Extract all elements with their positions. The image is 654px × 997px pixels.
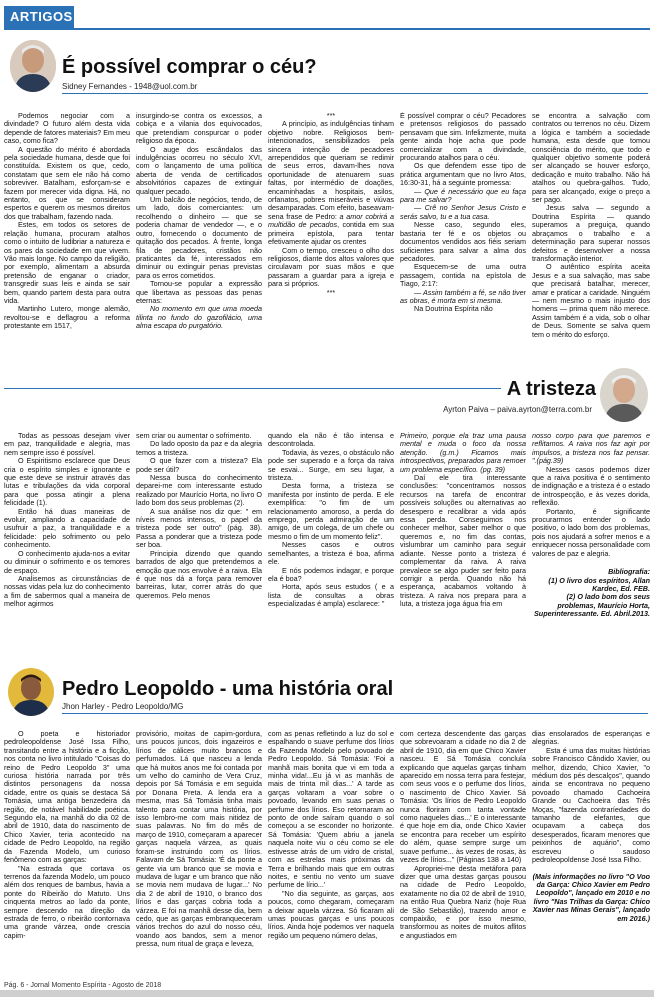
quote: — Crê no Senhor Jesus Cristo e serás salvo, tu e a tua casa. xyxy=(400,203,526,221)
paragraph: Todavia, às vezes, o obstáculo não pode ser superado e a força da raiva se esvai... Surge, em seu lugar, a tristeza. xyxy=(268,447,394,483)
section-rule xyxy=(4,28,650,30)
bibliography-heading: Bibliografia: xyxy=(608,567,650,577)
paragraph: Esta é uma das muitas histórias sobre Francisco Cândido Xavier, ou melhor, dizendo, Chico Xavier, "o médium dos pés descalços", quando ainda se encontrava no pequeno povoado chamado Cachoeira Grande ou Cachoeira das Três Moças, "fazenda contraríedades do tamanho de elefantes, que ocupavam a cabeça dos desesperados, ficaram menores que peixinhos de aquário", como escreveu o saudoso pedroleopoldense José Issa Filho. xyxy=(532,745,650,865)
quote: Primeiro, porque ela traz uma pausa mental e muda o foco da nossa atenção. (g.m.) Ficamos mais introspectivos, preparados para remoer um problema específico. (pg. 39) xyxy=(400,432,526,474)
paragraph: O auge dos escândalos das indulgências ocorreu no século XVI, com o lançamento de uma política aberta de venda de certificados absolvitórios capazes de extinguir qualquer pecado. xyxy=(136,144,262,196)
paragraph: Principia dizendo que quando barrados de algo que pretendemos a emoção que nos envolve é a raiva. Ela é que nos dá a força para remover barreiras, lutar, correr atrás do que queremos. Pelo menos xyxy=(136,548,262,600)
quote: No momento em que uma moeda tilinta no fundo do gazofilácio, uma alma escapa do purgatório. xyxy=(136,304,262,331)
paragraph: Nessa busca do conhecimento deparei-me com interessante estudo realizado por Maurício Horta, no livro O lado bom dos seus problemas (2). xyxy=(136,473,262,508)
paragraph: A questão do mérito é abordada pela sociedade humana, desde que foi constituída. Existem os que, cedo, constatam que sem ele não há como sobreviver. Batalham, esforçam-se e fazem por merecer vida digna. Há, no entanto, os que se consideram espertos e querem os mesmos direitos dos que trabalham, fazendo nada. xyxy=(4,144,130,221)
paragraph: Estes, em todos os setores de relação humana, procuram atalhos como o intuito de ludibriar a natureza e os pares da sociedade em que vivem. Vão mais longe. No campo da religião, por exemplo, alimentam a absurda pretensão de enganar o criador, transgredir suas leis e ainda se sair bem, quando partem desta para outra vida. xyxy=(4,220,130,305)
paragraph: Na Doutrina Espírita não xyxy=(414,304,493,314)
paragraph: Analisemos as circunstâncias de nossas vidas pela luz do conhecimento a fim de sabermos qual a maneira de melhor agirmos xyxy=(4,573,130,609)
article3-column-1 xyxy=(4,730,130,974)
article2-column-1 xyxy=(4,432,130,642)
article3-column-4 xyxy=(400,730,526,974)
portrait-icon xyxy=(10,40,56,92)
article2-column-4 xyxy=(400,432,526,642)
article2-column-3 xyxy=(268,432,394,642)
article-byline: Ayrton Paiva – paiva.ayrton@terra.com.br xyxy=(443,405,592,414)
paragraph: Do lado oposto da paz e da alegria temos a tristeza. xyxy=(136,439,262,457)
paragraph: Então há duas maneiras de evoluir, ampliando a capacidade de usufruir a paz, a tranquilidade e a felicidade: pelo sofrimento ou pelo conhecimento. xyxy=(4,506,130,550)
paragraph: Martinho Lutero, monge alemão, revoltou-se e deflagrou a reforma protestante em 1517, xyxy=(4,304,130,331)
quote: — Que é necessário que eu faça para me salvar? xyxy=(400,186,526,205)
paragraph: "Na estrada que cortava os terrenos da fazenda Modelo, um pouco além dos renques de bambus, havia a ponte do Ribeirão do Matuto. Uns cinquenta metros ao lado da ponte, sempre descendo na direção da estrada de ferro, o ribeirão contornava uma grande várzea, onde crescia capim- xyxy=(4,863,130,940)
bibliography-item: (1) O livro dos espíritos, Allan Kardec, Ed. FEB. xyxy=(548,575,650,593)
paragraph: quando ela não é tão intensa e descontrolada. xyxy=(268,432,394,449)
paragraph: Esquecem-se de uma outra passagem, contida na epístola de Tiago, 2:17: xyxy=(400,262,526,289)
paragraph: A sua análise nos diz que: " em níveis menos intensos, o papel da tristeza pode ser outro" (pág. 38). Passa a ponderar que a tristeza pode ser boa. xyxy=(136,506,262,550)
paragraph: Os que defendem esse tipo de prática argumentam que no livro Atos, 16:30-31, há a seguinte promessa: xyxy=(400,161,526,188)
paragraph: com certeza descendente das garças que sobrevoaram a cidade no dia 2 de abril de 1910, dia em que Chico Xavier nasceu. E Sá Tomásia concluía explicando que aquelas garças tinham aparecido em nossa terra para festejar, com seus voos e o perfume dos lírios, o nascimento de Chico Xavier. Sá Tomásia: 'Os lírios de Pedro Leopoldo nunca floriram com tanta vontade como naqueles dias...' E o interessante é que hoje em dia, onde Chico Xavier se encontra para receber um espírito do além, quase sempre surge um suave perfume... às vezes de rosas, às vezes de lírios..." (Páginas 138 a 140) xyxy=(400,730,526,865)
paragraph: Jesus salva — segundo a Doutrina Espírita — quando superamos a preguiça, quando abraçamos o trabalho e a determinação para superar nossos defeitos e desenvolver a nossa transformação interior. xyxy=(532,203,650,263)
paragraph: Um balcão de negócios, tendo, de um lado, dois comerciantes: um recolhendo o dinheiro — que se poderia chamar de vendedor —, e o outro, fornecendo o documento de quitação dos pecados. À frente, longa fila de pecadores, cristãos não praticantes da fé, interessados em diminuir ou extinguir penas previstas para os erros cometidos. xyxy=(136,195,262,280)
paragraph: Nesses casos e outros semelhantes, a tristeza é boa, afirma ele. xyxy=(268,540,394,567)
article3-column-5 xyxy=(532,730,650,974)
article1-column-4 xyxy=(400,112,526,344)
paragraph: É possível comprar o céu? Pecadores e pretensos religiosos do passado pensavam que sim. Infelizmente, muita gente ainda hoje acha que pode comercializar com a divindade, procurando atalhos para o céu. xyxy=(400,112,526,163)
author-photo-sidney xyxy=(10,40,56,92)
paragraph: O conhecimento ajuda-nos a evitar ou diminuir o sofrimento e os temores de espaço. xyxy=(4,548,130,575)
paragraph: Todas as pessoas desejam viver em paz, tranquilidade e alegria, mas nem sempre isso é possível. xyxy=(4,432,130,457)
paragraph: E nós podemos indagar, e porque ela é boa? xyxy=(268,565,394,583)
article1-column-5 xyxy=(532,112,650,344)
book-note: (Mais informações no livro "O Voo da Garça: Chico Xavier em Pedro Leopoldo", lançado em 2010 e no livro "Nas Trilhas da Garça: Chico Xavier nas Minas Gerais", lançado em 2016.) xyxy=(532,871,650,923)
paragraph: O poeta e historiador pedroleopoldense José Issa Filho, transitando entre a história e a ficção, nos conta no livro intitulado "Coisas do reino de Pedro Leopoldo 3" uma curiosa história narrada por três distintos personagens da nossa cidade, entre os quais se destaca Sá Tomásia, uma antiga benzedeira da região, de notável habilidade poética. Segundo ela, na manhã do dia 02 de abril de 1910, data do nascimento de Chico Xavier, teria acontecido na cidade de Pedro Leopoldo, na região da Fazenda Modelo, um curioso fenômeno com as garças: xyxy=(4,730,130,865)
paragraph: "No dia seguinte, as garças, aos poucos, como chegaram, começaram a deixar aquela várzea. Só ficaram ali umas poucas garças e uns poucos lírios. Ainda hoje podemos ver naquela região um pequeno número delas, xyxy=(268,888,394,940)
article-rule xyxy=(62,713,648,714)
article1-column-3 xyxy=(268,112,394,344)
quote: — Assim também a fé, se não tiver as obras, é morta em si mesma. xyxy=(400,287,526,305)
article-byline: Sidney Fernandes - 1948@uol.com.br xyxy=(62,82,198,91)
quote: nosso corpo para que paremos e reflitamos. A raiva nos faz agir por impulsos, a tristeza nos faz pensar. ".(pág.39) xyxy=(532,432,650,466)
article1-column-2 xyxy=(136,112,262,344)
paragraph: Apropriei-me desta metáfora para dizer que uma destas garças pousou na cidade de Pedro Leopoldo, exatamente no dia 02 de abril de 1910, na então Rua Quebra Nariz (hoje Rua de São Sebastião), trazendo amor e compaixão, e por isso mesmo, transformou as noites de muitos aflitos e angustiados em xyxy=(400,863,526,940)
article-byline: Jhon Harley - Pedro Leopoldo/MG xyxy=(62,702,184,711)
paragraph: provisório, moitas de capim-gordura, uns poucos juncos, dois ingazeiros e lírios de cálices muito brancos e perfumados. Lá que nasceu a lenda que há muitos anos me foi contada por um velho do caminho de Vera Cruz, depois por Sá Tomásia e em seguida por Donana Preta. A lenda era a mesma, mas Sá Tomásia tinha mais talento para contar uma história, por isso lembro-me com mais nitidez de suas palavras. No fim do mês de março de 1910, começaram a aparecer garças naquela várzea, as quais foram-se instruindo com os lírios. Falavam de Sá Tomásia: 'É da ponte a gente via um branco que se movia e mudava de lugar e um branco que não se movia nem mudava de lugar...' No dia 2 de abril de 1910, o branco dos lírios e das garças cobria toda a várzea. E foi na manhã desse dia, bem cedo, que as garças embranqueceram vários trechos do azul do nosso céu, voando aos bandos, sem a menor pressa, num ritual de graça e leveza, xyxy=(136,730,262,949)
paragraph: Com o tempo, cresceu o olho dos religiosos, diante dos altos valores que circulavam por suas mãos e que passaram a guardar para a igreja e para si próprios. xyxy=(268,245,394,289)
article3-column-3 xyxy=(268,730,394,974)
article-title: É possível comprar o céu? xyxy=(62,56,317,78)
page-footer: Pág. 6 - Jornal Momento Espírita - Agosto de 2018 xyxy=(4,982,162,989)
article-rule xyxy=(62,93,648,94)
paragraph: sem criar ou aumentar o sofrimento. xyxy=(136,432,252,440)
article-title: A tristeza xyxy=(501,378,596,401)
bibliography-item: (2) O lado bom dos seus problemas, Maurício Horta, Superinteressante. Ed. Abril.2013. xyxy=(534,592,650,619)
paragraph: Portanto, é significante procurarmos entender o lado positivo, o lado bom dos problemas, pois nos ajudará a sofrer menos e a enriquecer nossa personalidade com valores de paz e alegria. xyxy=(532,506,650,558)
paragraph: Nesses casos podemos dizer que a raiva positiva é o sentimento de indignação e a tristeza é o estado de introspecção, e às vezes dorida, reflexão. xyxy=(532,464,650,508)
text: A princípio, as indulgências tinham objetivo nobre. Religiosos bem-intencionados, sensibilizados pela sincera intenção de pecadores arrependidos que queriam se redimir de seus erros, davam-lhes nova oportunidade de atenuarem suas faltas, por intermédio de doações, encaminhadas a hospitais, asilos, orfanatos, pobres miseráveis e viúvas desamparadas. Com efeito, baseavam-sena frase de Pedro: xyxy=(268,119,394,221)
paragraph: O autêntico espírita aceita Jesus e a sua salvação, mas sabe que precisará batalhar, merecer, amar e praticar a caridade. Ninguém — nem mesmo o mais injusto dos homens — prima quem não merece. Assim também é a vida, sob o olhar de Deus. Somente se salva quem tem o mérito do esforço. xyxy=(532,262,650,339)
paragraph: O que fazer com a tristeza? Ela pode ser útil? xyxy=(136,456,262,474)
quote: a amor cobrirá a multidão de pecados xyxy=(268,211,394,230)
article1-column-1 xyxy=(4,112,130,344)
paragraph: Nesse caso, segundo eles, bastaria ter fé e os objetos ou documentos vendidos aos fiéis seriam suficientes para salvar a alma dos pecadores. xyxy=(400,220,526,263)
bibliography xyxy=(532,568,650,618)
paragraph: se encontra a salvação com contratos ou terrenos no céu. Dizem a lógica e também a sociedade humana, esta desde que tomou consciência do mérito, que todo e qualquer objetivo somente poderá ser alcançado se houver esforço, dedicação e muito trabalho. Não há atalhos ou quebra-galhos. Tudo, para ser alcançado, exige o preço a ser pago. xyxy=(532,112,650,205)
portrait-icon xyxy=(600,368,648,422)
separator: *** xyxy=(326,112,336,120)
article2-column-2 xyxy=(136,432,262,642)
paragraph: O Espiritismo esclarece que Deus cria o espírito simples e ignorante e que este deve se instruir através das lutas e tribulações da vida corporal para que possa atingir a plena felicidade (1). xyxy=(4,456,130,508)
article-title: Pedro Leopoldo - uma história oral xyxy=(62,678,394,700)
paragraph: insurgindo-se contra os excessos, a cobiça e a vilania dos equivocados, que pretendiam conspurcar o poder religioso da época. xyxy=(136,112,262,146)
separator: *** xyxy=(326,287,336,297)
paragraph: dias ensolarados de esperanças e alegrias. xyxy=(532,730,650,747)
text: , contida em sua primeira epístola, para tentar efetivamente ajudar os crentes xyxy=(268,220,394,247)
footer-bar xyxy=(0,990,654,997)
paragraph: com as penas refletindo a luz do sol e espalhando o suave perfume dos lírios da Fazenda Modelo pelo povoado de Pedro Leopoldo. Sá Tomásia: 'Foi a manhã mais bonita que vi em toda a minha vida!...Eu já vi as manhãs de mais de trinta mil dias...' A tarde as garças voltaram a voar sobre o povoado, levando em suas penas o perfume dos lírios. Eso retornaram ao ponto de onde saíram quando o sol começou a se esconder no horizonte. Sá Tomásia: 'Quem abriu a janela naquela noite viu o céu como se ele estivesse atrás de um vidro de cristal, com as estrelas mais próximas da Terra e brilhando mais que em outras noites, e sentiu no vento um suave perfume de lírio...' xyxy=(268,730,394,890)
paragraph: Desta forma, a tristeza se manifesta por instinto de perda. E ele exemplifica: "o fim de um relacionamento amoroso, a perda do emprego, perda admiração de um amigo, de um colega, de um chefe ou mesmo o fim de um momento feliz". xyxy=(268,481,394,541)
paragraph: Daí ele tira interessante conclusões: "concentramos nossos recursos na tarefa de encontrar possíveis soluções ou alternativas ao desespero e recalibrar a vida após essa perda. Conseguimos nos conhecer melhor, saber melhor o que queremos e, no fim das contas, vislumbrar um caminho para seguir adiante. Nesse ponto a tristeza é complementar da raiva. A raiva prevalece se algo puder ser feito para corrigir a perda. Quando não há esperança, acabamos voltando à tristeza. A raiva nos prepara para a luta, a tristeza joga água fria em xyxy=(400,473,526,609)
paragraph: Horta, após seus estudos ( e a lista de consultas a obras especializadas é ampla) esclarece: " xyxy=(268,582,394,609)
author-photo-jhon xyxy=(8,668,54,716)
article2-column-5 xyxy=(532,432,650,642)
paragraph xyxy=(268,120,394,246)
article3-column-2 xyxy=(136,730,262,974)
paragraph: Podemos negociar com a divindade? O futuro além desta vida depende de fatores materiais? Em meu caso, como fica? xyxy=(4,112,130,146)
section-tag: ARTIGOS xyxy=(4,6,74,28)
portrait-icon xyxy=(8,668,54,716)
author-photo-ayrton xyxy=(600,368,648,422)
paragraph: Tornou-se popular a expressão que libertava as pessoas das penas eternas: xyxy=(136,279,262,305)
